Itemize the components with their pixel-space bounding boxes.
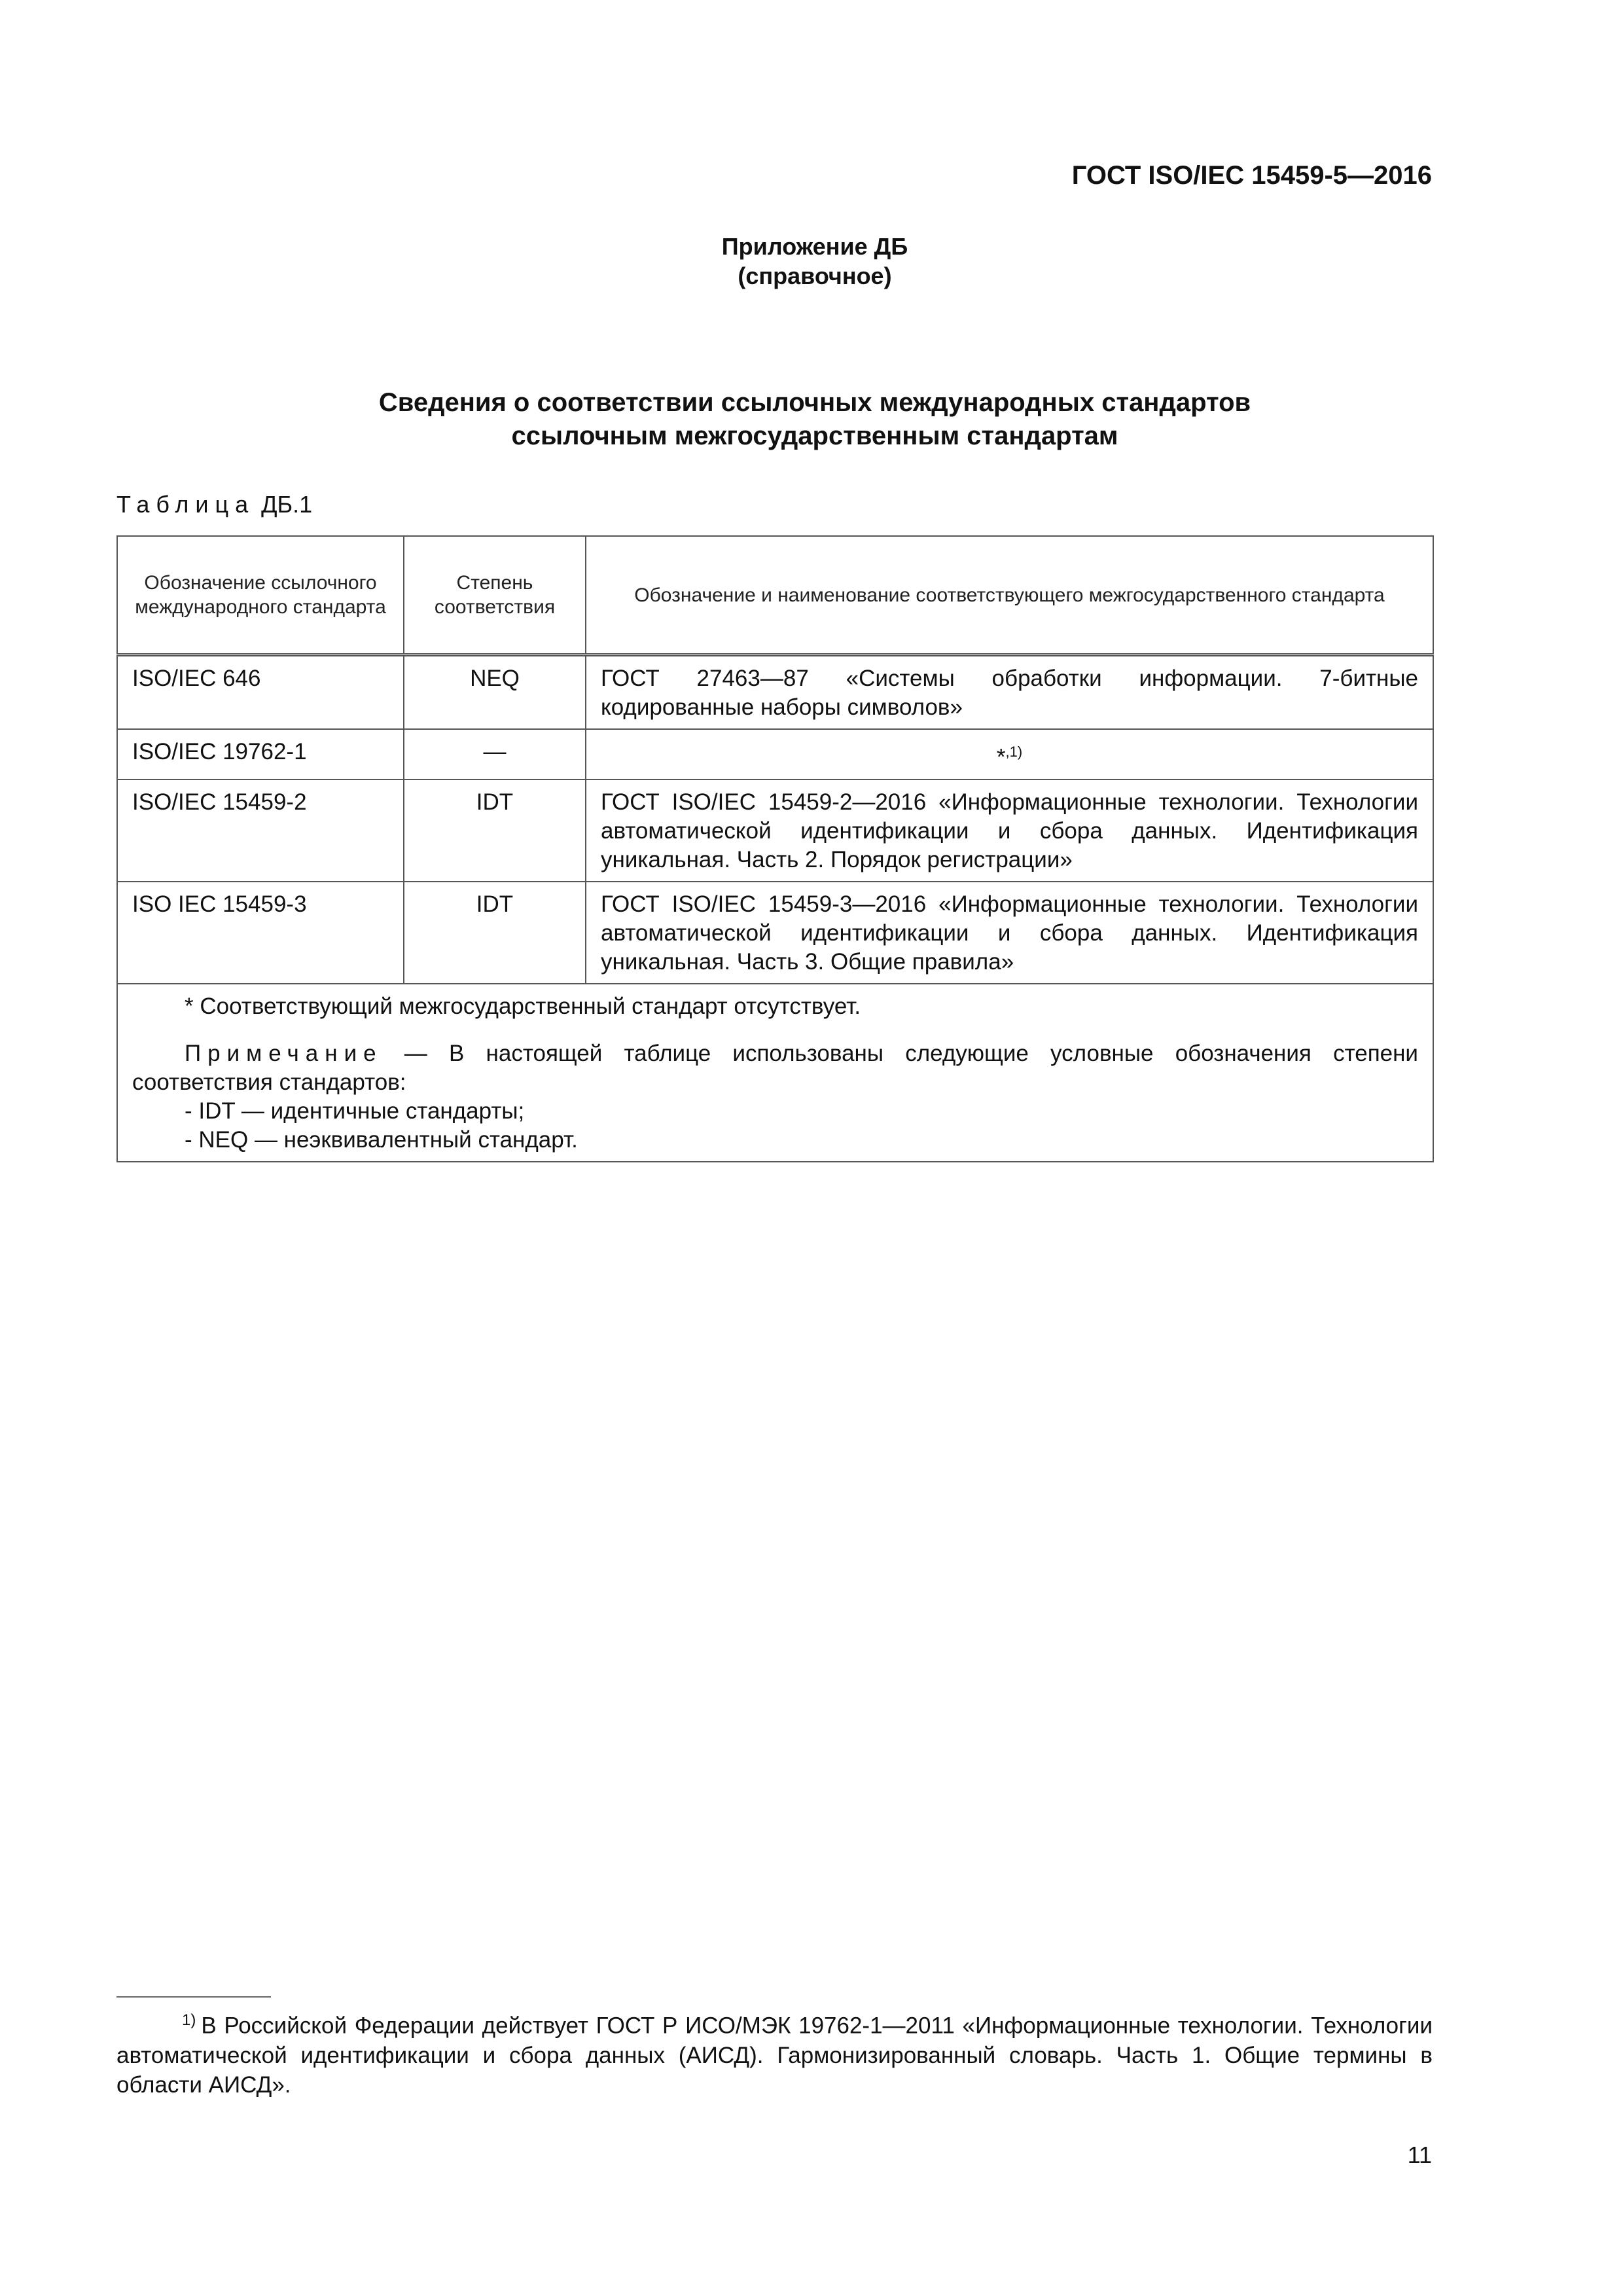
note-list-item: - NEQ — неэквивалентный стандарт.: [185, 1126, 578, 1153]
footnote-mark: 1): [182, 2011, 196, 2029]
table-row: [117, 655, 1433, 730]
cell-intl-standard: ISO/IEC 646: [117, 655, 404, 730]
cell-degree: NEQ: [404, 655, 586, 730]
cell-degree: IDT: [404, 780, 586, 882]
star-mark: *: [996, 744, 1006, 770]
column-header-intl-standard: Обозначение ссылочного международного стандарта: [117, 536, 404, 655]
appendix-block: [0, 232, 1623, 291]
document-code: ГОСТ ISO/IEC 15459-5—2016: [1071, 161, 1432, 190]
note-label: Примечание: [185, 1040, 383, 1066]
cell-degree: IDT: [404, 882, 586, 984]
appendix-subtitle: (справочное): [738, 262, 892, 289]
correspondence-table: [116, 535, 1434, 1162]
section-heading-line-2: ссылочным межгосударственным стандартам: [511, 422, 1118, 450]
footnote: [116, 2005, 1433, 2100]
note-text: — В настоящей таблице использованы следующие условные обозначения степени соответствия стандартов:: [132, 1040, 1418, 1095]
cell-intl-standard: ISO/IEC 15459-2: [117, 780, 404, 882]
cell-interstate-standard: ГОСТ ISO/IEC 15459-3—2016 «Информационные технологии. Технологии автоматической идентификации и сбора данных. Идентификация уникальная. Часть 3. Общие правила»: [586, 882, 1433, 984]
cell-degree: —: [404, 729, 586, 780]
table-header-row: [117, 536, 1433, 655]
cell-intl-standard: ISO IEC 15459-3: [117, 882, 404, 984]
table-notes-row: [117, 984, 1433, 1162]
table-caption-word: Таблица: [116, 491, 255, 518]
footnote-divider: [116, 1996, 271, 1998]
table-row: [117, 780, 1433, 882]
note-list-item: - IDT — идентичные стандарты;: [185, 1098, 525, 1124]
table-row: [117, 882, 1433, 984]
table-caption-number: ДБ.1: [261, 491, 313, 518]
table-notes: [117, 984, 1433, 1162]
table-row: [117, 729, 1433, 780]
cell-interstate-standard: ГОСТ ISO/IEC 15459-2—2016 «Информационные технологии. Технологии автоматической идентификации и сбора данных. Идентификация уникальная. Часть 2. Порядок регистрации»: [586, 780, 1433, 882]
note-paragraph: [132, 1039, 1418, 1097]
column-header-interstate-standard: Обозначение и наименование соответствующего межгосударственного стандарта: [586, 536, 1433, 655]
cell-intl-standard: ISO/IEC 19762-1: [117, 729, 404, 780]
section-heading: [0, 386, 1623, 453]
footnote-text: В Российской Федерации действует ГОСТ Р ИСО/МЭК 19762-1—2011 «Информационные технологии. Технологии автоматической идентификации и сбора данных (АИСД). Гармонизированный словарь. Часть 1. Общие термины в области АИСД».: [116, 2013, 1433, 2098]
cell-interstate-standard: [586, 729, 1433, 780]
footnote-reference: ,1): [1005, 744, 1023, 760]
section-heading-line-1: Сведения о соответствии ссылочных международных стандартов: [378, 388, 1251, 417]
cell-interstate-standard: ГОСТ 27463—87 «Системы обработки информации. 7-битные кодированные наборы символов»: [586, 655, 1433, 730]
star-note: * Соответствующий межгосударственный стандарт отсутствует.: [185, 993, 861, 1019]
appendix-title: Приложение ДБ: [721, 233, 908, 260]
page-number: 11: [1407, 2142, 1432, 2168]
table-caption: [116, 491, 312, 518]
column-header-degree: Степень соответствия: [404, 536, 586, 655]
